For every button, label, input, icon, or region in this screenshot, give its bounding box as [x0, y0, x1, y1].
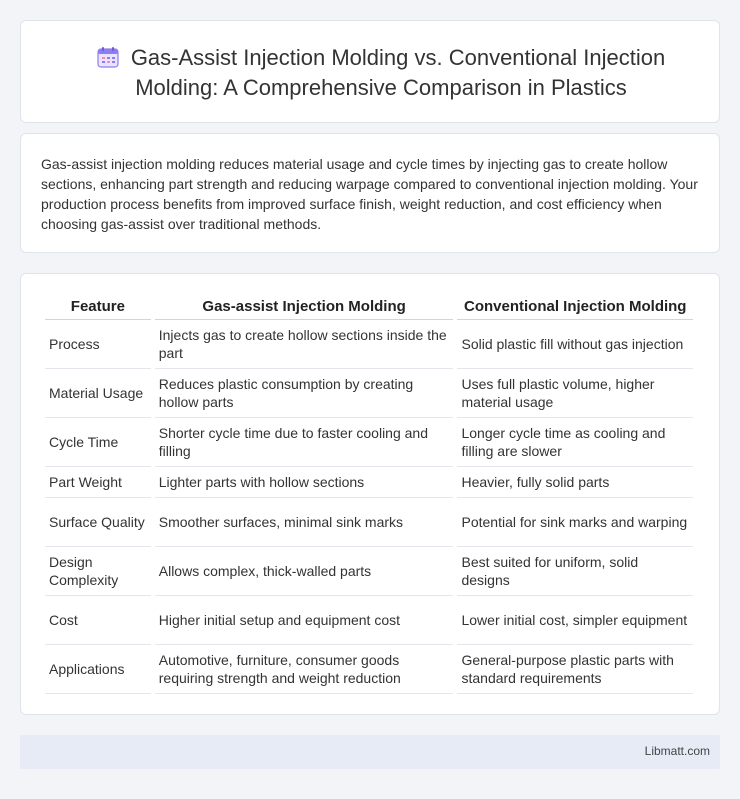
- gas-assist-cell: Higher initial setup and equipment cost: [155, 596, 454, 645]
- gas-assist-cell: Automotive, furniture, consumer goods requiring strength and weight reduction: [155, 645, 454, 694]
- comparison-table-card: [20, 273, 720, 715]
- table-row: [45, 320, 693, 369]
- conventional-cell: Lower initial cost, simpler equipment: [457, 596, 693, 645]
- page-title: [61, 43, 701, 103]
- conventional-cell: Uses full plastic volume, higher material usage: [457, 369, 693, 418]
- conventional-cell: Heavier, fully solid parts: [457, 467, 693, 498]
- title-card: [20, 20, 720, 123]
- summary-card: [20, 133, 720, 253]
- conventional-cell: Longer cycle time as cooling and filling are slower: [457, 418, 693, 467]
- conventional-cell: Solid plastic fill without gas injection: [457, 320, 693, 369]
- feature-cell: Applications: [45, 645, 151, 694]
- page-title-text: Gas-Assist Injection Molding vs. Conventional Injection Molding: A Comprehensive Comparison in Plastics: [130, 45, 666, 100]
- table-row: [45, 547, 693, 596]
- summary-text: Gas-assist injection molding reduces material usage and cycle times by injecting gas to create hollow sections, enhancing part strength and reducing warpage compared to conventional injection molding. Your production process benefits from improved surface finish, weight reduction, and cost efficiency when choosing gas-assist over traditional methods.: [41, 156, 698, 232]
- table-row: [45, 369, 693, 418]
- footer-brand-link[interactable]: Libmatt.com: [644, 744, 710, 758]
- feature-cell: Surface Quality: [45, 498, 151, 547]
- calendar-icon: [97, 46, 119, 68]
- gas-assist-cell: Lighter parts with hollow sections: [155, 467, 454, 498]
- table-header-row: [45, 294, 693, 320]
- gas-assist-cell: Allows complex, thick-walled parts: [155, 547, 454, 596]
- table-row: [45, 498, 693, 547]
- conventional-cell: Potential for sink marks and warping: [457, 498, 693, 547]
- feature-cell: Cycle Time: [45, 418, 151, 467]
- feature-cell: Material Usage: [45, 369, 151, 418]
- header-conventional: Conventional Injection Molding: [457, 294, 693, 320]
- table-row: [45, 418, 693, 467]
- feature-cell: Part Weight: [45, 467, 151, 498]
- header-gas-assist: Gas-assist Injection Molding: [155, 294, 454, 320]
- table-row: [45, 645, 693, 694]
- conventional-cell: General-purpose plastic parts with standard requirements: [457, 645, 693, 694]
- feature-cell: Cost: [45, 596, 151, 645]
- header-feature: Feature: [45, 294, 151, 320]
- table-row: [45, 467, 693, 498]
- gas-assist-cell: Shorter cycle time due to faster cooling and filling: [155, 418, 454, 467]
- feature-cell: Process: [45, 320, 151, 369]
- conventional-cell: Best suited for uniform, solid designs: [457, 547, 693, 596]
- footer: [20, 735, 720, 769]
- table-row: [45, 596, 693, 645]
- comparison-table: [41, 294, 697, 694]
- feature-cell: Design Complexity: [45, 547, 151, 596]
- gas-assist-cell: Smoother surfaces, minimal sink marks: [155, 498, 454, 547]
- gas-assist-cell: Reduces plastic consumption by creating hollow parts: [155, 369, 454, 418]
- gas-assist-cell: Injects gas to create hollow sections inside the part: [155, 320, 454, 369]
